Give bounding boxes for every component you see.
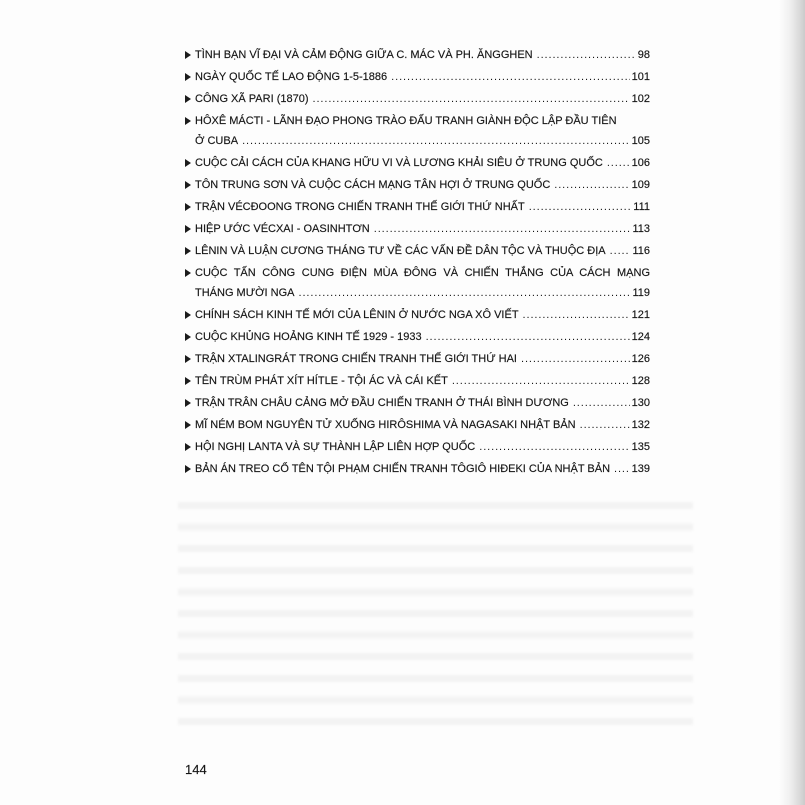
toc-entry-row xyxy=(195,241,650,261)
bullet-icon xyxy=(185,225,191,233)
dot-leader xyxy=(573,393,630,413)
toc-entry-page-number: 130 xyxy=(631,397,650,409)
toc-entry-page-number: 135 xyxy=(631,441,650,453)
toc-entry-row xyxy=(195,415,650,435)
toc-entry-title-line: TÊN TRÙM PHÁT XÍT HÍTLE - TỘI ÁC VÀ CÁI KẾT xyxy=(195,375,448,387)
toc-entry-title-line: CÔNG XÃ PARI (1870) xyxy=(195,93,309,105)
toc-entry-title-line: HÔXÊ MÁCTI - LÃNH ĐẠO PHONG TRÀO ĐẤU TRANH GIÀNH ĐỘC LẬP ĐẦU TIÊN xyxy=(195,115,617,127)
bullet-icon xyxy=(185,247,191,255)
toc-entry-page-number: 102 xyxy=(631,93,650,105)
bullet-icon xyxy=(185,51,191,59)
toc-entry-title-line: THÁNG MƯỜI NGA xyxy=(195,287,295,299)
toc-entry-row xyxy=(195,393,650,413)
toc-entry-row xyxy=(195,197,650,217)
toc-entry xyxy=(184,111,650,151)
toc-entry-row xyxy=(195,305,650,325)
toc-entry-page-number: 111 xyxy=(633,201,650,213)
bullet-icon xyxy=(185,117,191,125)
toc-entry-row xyxy=(195,131,650,151)
dot-leader xyxy=(554,175,629,195)
toc-entry-page-number: 132 xyxy=(631,419,650,431)
toc-entry xyxy=(184,415,650,435)
toc-entry xyxy=(184,263,650,303)
toc-entry-page-number: 113 xyxy=(632,223,650,235)
toc-entry xyxy=(184,219,650,239)
dot-leader xyxy=(313,89,630,109)
toc-entry xyxy=(184,153,650,173)
toc-entry xyxy=(184,437,650,457)
bullet-icon xyxy=(185,421,191,429)
toc-entry-title-line: Ở CUBA xyxy=(195,135,239,147)
dot-leader xyxy=(452,371,630,391)
toc-entry-row xyxy=(195,349,650,369)
toc-entry-title-line: TÌNH BẠN VĨ ĐẠI VÀ CẢM ĐỘNG GIỮA C. MÁC VÀ PH. ĂNGGHEN xyxy=(195,49,533,61)
bullet-icon xyxy=(185,399,191,407)
dot-leader xyxy=(479,437,629,457)
table-of-contents xyxy=(184,45,650,481)
toc-entry-page-number: 101 xyxy=(631,71,650,83)
toc-entry-page-number: 116 xyxy=(632,245,650,257)
toc-entry xyxy=(184,175,650,195)
bullet-icon xyxy=(185,203,191,211)
toc-entry-page-number: 121 xyxy=(631,309,650,321)
toc-entry xyxy=(184,459,650,479)
bullet-icon xyxy=(185,377,191,385)
toc-entry-page-number: 119 xyxy=(632,287,650,299)
toc-entry-page-number: 106 xyxy=(631,157,650,169)
dot-leader xyxy=(299,283,631,303)
toc-entry-title-line: TRẬN VÉCĐOONG TRONG CHIẾN TRANH THẾ GIỚI THỨ NHẤT xyxy=(195,201,525,213)
toc-entry-page-number: 139 xyxy=(631,463,650,475)
bullet-icon xyxy=(185,269,191,277)
page-edge-shadow xyxy=(779,0,805,805)
toc-entry-title-line: NGÀY QUỐC TẾ LAO ĐỘNG 1-5-1886 xyxy=(195,71,388,83)
bullet-icon xyxy=(185,73,191,81)
dot-leader xyxy=(521,349,630,369)
toc-entry-row xyxy=(195,327,650,347)
toc-entry-title-line: HỘI NGHỊ LANTA VÀ SỰ THÀNH LẬP LIÊN HỢP QUỐC xyxy=(195,441,476,453)
dot-leader xyxy=(580,415,630,435)
toc-entry xyxy=(184,241,650,261)
dot-leader xyxy=(607,153,630,173)
toc-entry-title-line: CHÍNH SÁCH KINH TẾ MỚI CỦA LÊNIN Ở NƯỚC NGA XÔ VIẾT xyxy=(195,309,519,321)
toc-entry-title-line: TRẬN XTALINGRÁT TRONG CHIẾN TRANH THẾ GIỚI THỨ HAI xyxy=(195,353,517,365)
toc-entry-title-line: HIỆP ƯỚC VÉCXAI - OASINHTƠN xyxy=(195,223,370,235)
toc-entry-row xyxy=(195,153,650,173)
toc-entry-page-number: 128 xyxy=(631,375,650,387)
toc-entry-row xyxy=(195,219,650,239)
toc-entry-title-line: CUỘC CẢI CÁCH CỦA KHANG HỮU VI VÀ LƯƠNG KHẢI SIÊU Ở TRUNG QUỐC xyxy=(195,157,603,169)
bullet-icon xyxy=(185,443,191,451)
toc-entry xyxy=(184,67,650,87)
toc-entry xyxy=(184,305,650,325)
toc-entry-title-line: LÊNIN VÀ LUẬN CƯƠNG THÁNG TƯ VỀ CÁC VẤN ĐỀ DÂN TỘC VÀ THUỘC ĐỊA xyxy=(195,245,606,257)
dot-leader xyxy=(242,131,630,151)
toc-entry-row xyxy=(195,67,650,87)
toc-entry-title-line: MĨ NÉM BOM NGUYÊN TỬ XUỐNG HIRÔSHIMA VÀ NAGASAKI NHẬT BẢN xyxy=(195,419,576,431)
toc-entry-row xyxy=(195,45,650,65)
toc-entry-row xyxy=(195,283,650,303)
dot-leader xyxy=(374,219,631,239)
toc-entry-page-number: 126 xyxy=(631,353,650,365)
toc-entry-row xyxy=(195,175,650,195)
bullet-icon xyxy=(185,355,191,363)
toc-entry-row xyxy=(195,371,650,391)
toc-entry xyxy=(184,45,650,65)
toc-entry-page-number: 98 xyxy=(637,49,650,61)
toc-entry-row xyxy=(195,437,650,457)
toc-entry-title-line: CUỘC KHỦNG HOẢNG KINH TẾ 1929 - 1933 xyxy=(195,331,422,343)
bullet-icon xyxy=(185,333,191,341)
toc-entry xyxy=(184,89,650,109)
show-through-texture xyxy=(178,496,693,732)
toc-entry-row xyxy=(195,89,650,109)
dot-leader xyxy=(426,327,630,347)
toc-entry-page-number: 124 xyxy=(631,331,650,343)
toc-entry-row xyxy=(195,459,650,479)
dot-leader xyxy=(523,305,630,325)
dot-leader xyxy=(391,67,629,87)
toc-entry xyxy=(184,393,650,413)
bullet-icon xyxy=(185,181,191,189)
toc-entry-title-line: BẢN ÁN TREO CỔ TÊN TỘI PHẠM CHIẾN TRANH TÔGIÔ HIĐEKI CỦA NHẬT BẢN xyxy=(195,463,611,475)
dot-leader xyxy=(610,241,631,261)
dot-leader xyxy=(529,197,632,217)
bullet-icon xyxy=(185,159,191,167)
bullet-icon xyxy=(185,465,191,473)
toc-entry-page-number: 109 xyxy=(631,179,650,191)
bullet-icon xyxy=(185,95,191,103)
toc-entry-title-line: TÔN TRUNG SƠN VÀ CUỘC CÁCH MẠNG TÂN HỢI Ở TRUNG QUỐC xyxy=(195,179,551,191)
toc-entry xyxy=(184,327,650,347)
toc-entry-page-number: 105 xyxy=(631,135,650,147)
dot-leader xyxy=(614,459,630,479)
toc-entry xyxy=(184,349,650,369)
toc-entry xyxy=(184,371,650,391)
dot-leader xyxy=(537,45,636,65)
page-number: 144 xyxy=(185,762,207,777)
toc-entry xyxy=(184,197,650,217)
toc-entry-title-line: CUỘC TẤN CÔNG CUNG ĐIỆN MÙA ĐÔNG VÀ CHIẾN THẮNG CỦA CÁCH MẠNG xyxy=(195,267,650,279)
bullet-icon xyxy=(185,311,191,319)
toc-entry-title-line: TRẬN TRÂN CHÂU CẢNG MỞ ĐẦU CHIẾN TRANH Ở THÁI BÌNH DƯƠNG xyxy=(195,397,569,409)
